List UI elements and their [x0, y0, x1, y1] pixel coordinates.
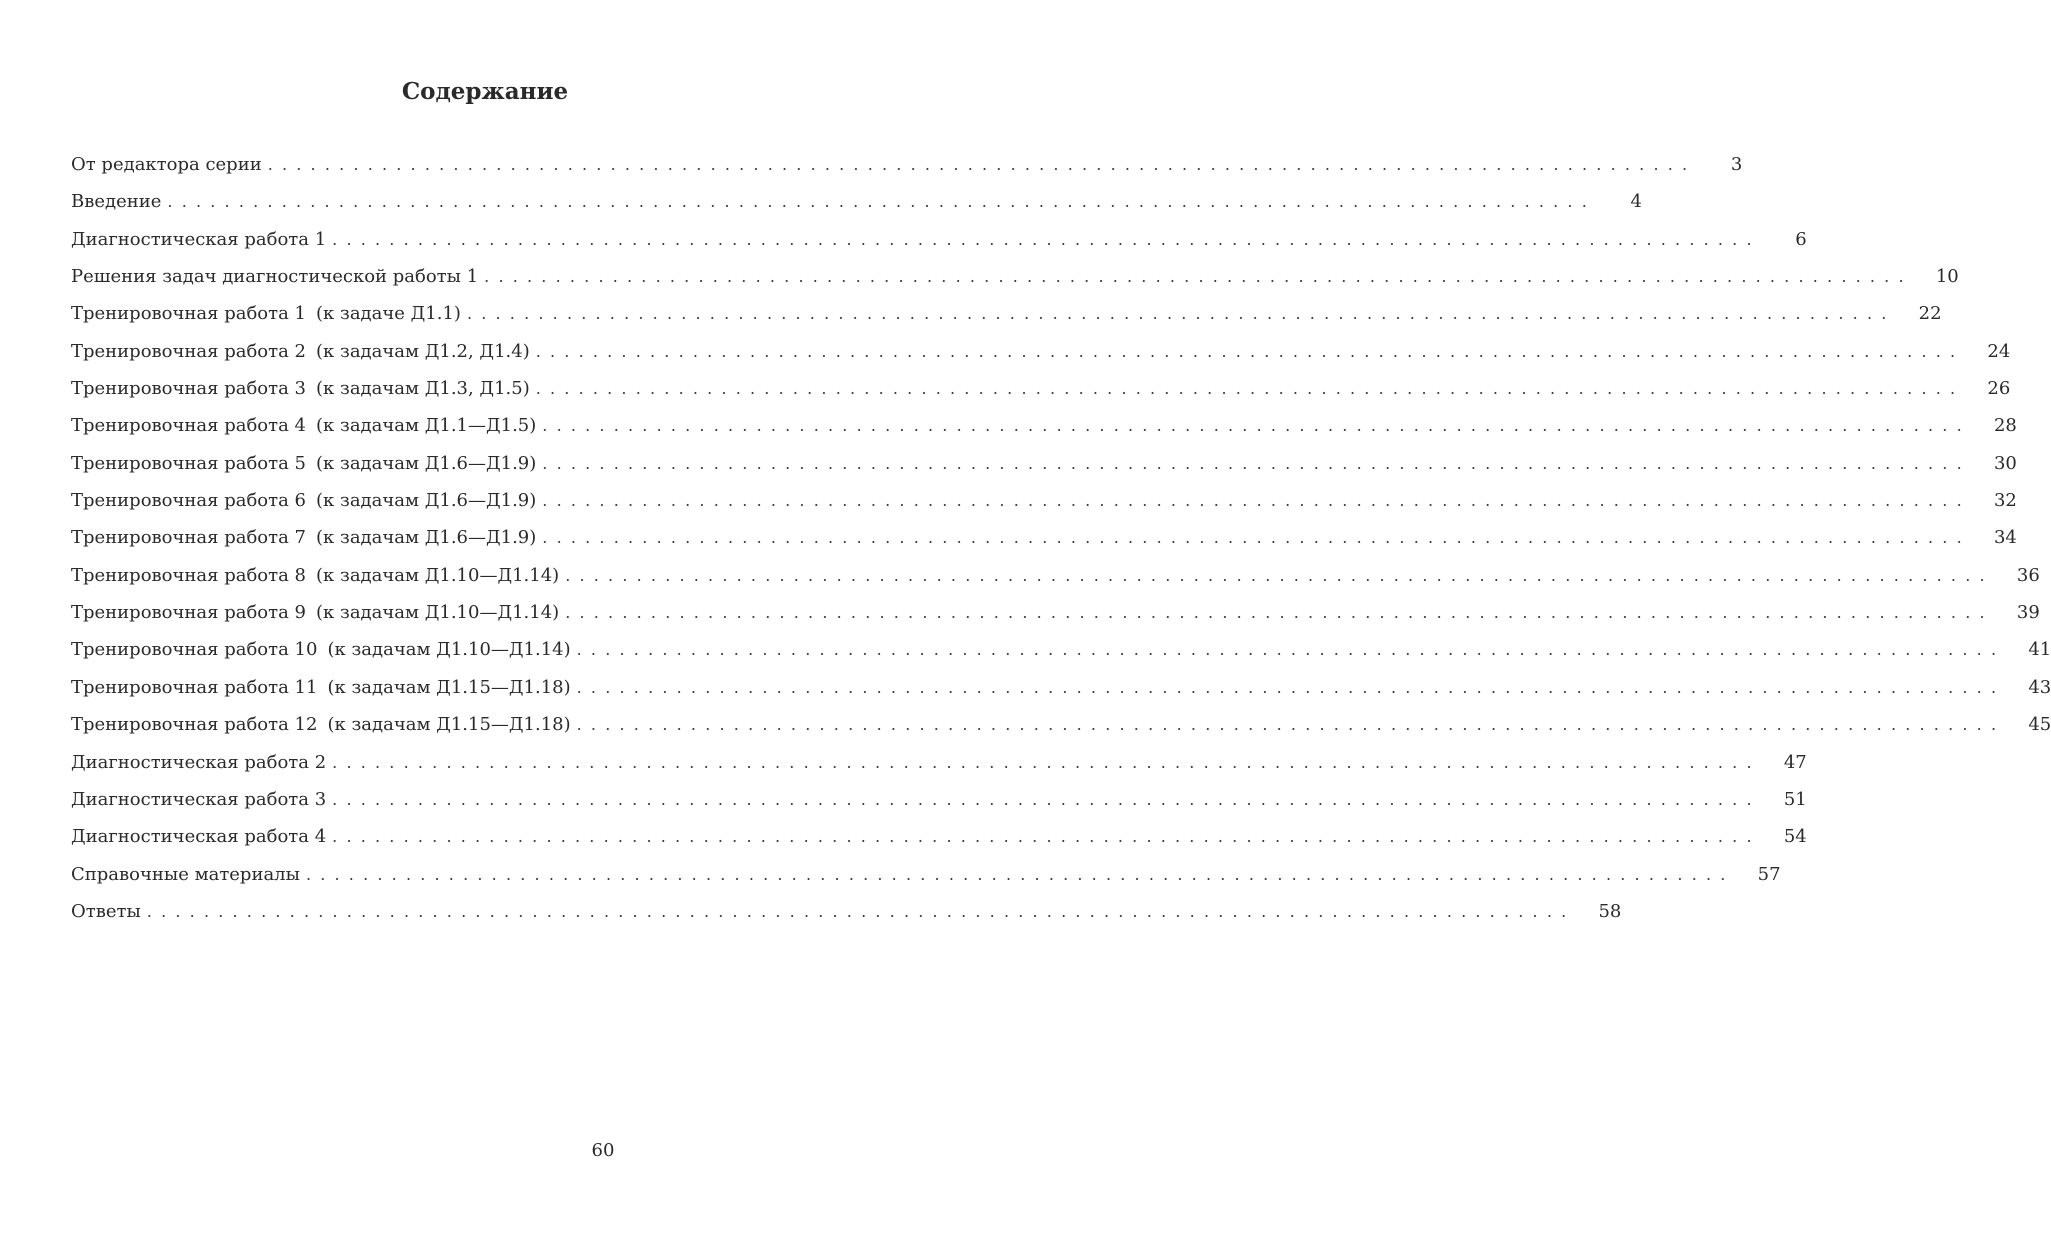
toc-entry[interactable] [71, 370, 2011, 407]
toc-entry-title: Тренировочная работа 7 (к задачам Д1.6—Д1.9) [71, 527, 537, 549]
toc-entry[interactable] [71, 146, 1743, 183]
toc-entry-page: 24 [1987, 340, 2011, 362]
toc-entry[interactable] [71, 258, 1959, 295]
dot-leader: .................................................................................................... [565, 565, 1994, 585]
toc-entry-subtitle: (к задачам Д1.3, Д1.5) [316, 378, 530, 400]
toc-entry-page: 26 [1987, 378, 2011, 400]
toc-entry-page: 47 [1783, 751, 1807, 773]
toc-entry-title: Решения задач диагностической работы 1 [71, 266, 479, 288]
toc-entry[interactable] [71, 482, 2017, 519]
toc-entry[interactable] [71, 183, 1642, 220]
toc-entry-page: 39 [2016, 602, 2040, 624]
toc-entry-page: 22 [1918, 303, 1942, 325]
toc-entry-subtitle: (к задачам Д1.10—Д1.14) [327, 639, 571, 661]
table-of-contents [71, 146, 2051, 930]
toc-entry[interactable] [71, 669, 2051, 706]
dot-leader: .................................................................................................... [332, 789, 1761, 809]
toc-entry[interactable] [71, 594, 2040, 631]
dot-leader: .................................................................................................... [332, 827, 1761, 847]
toc-entry-page: 28 [1993, 415, 2017, 437]
toc-entry-page: 51 [1783, 788, 1807, 810]
dot-leader: .................................................................................................... [267, 155, 1697, 174]
dot-leader: .................................................................................................... [565, 603, 1994, 623]
toc-entry-subtitle: (к задаче Д1.1) [316, 303, 461, 325]
toc-entry-title: Тренировочная работа 6 (к задачам Д1.6—Д1.9) [71, 490, 537, 512]
toc-entry-title: Тренировочная работа 2 (к задачам Д1.2, Д1.4) [71, 340, 530, 362]
toc-entry-title: Диагностическая работа 4 [71, 826, 327, 848]
toc-entry-page: 6 [1795, 228, 1807, 250]
dot-leader: .................................................................................................... [576, 677, 2006, 697]
toc-entry[interactable] [71, 818, 1807, 855]
toc-entry-page: 4 [1630, 191, 1642, 213]
toc-entry-title: Тренировочная работа 8 (к задачам Д1.10—Д1.14) [71, 564, 560, 586]
toc-entry[interactable] [71, 407, 2017, 444]
toc-entry-title: Диагностическая работа 1 [71, 228, 327, 250]
dot-leader: .................................................................................................... [466, 304, 1896, 324]
dot-leader: .................................................................................................... [332, 229, 1761, 249]
toc-entry-page: 57 [1757, 863, 1781, 885]
toc-entry-title: Ответы [71, 900, 141, 922]
toc-entry-page: 41 [2028, 639, 2051, 661]
dot-leader: .................................................................................................... [542, 491, 1971, 511]
toc-entry[interactable] [71, 781, 1807, 818]
dot-leader: .................................................................................................... [535, 341, 1965, 361]
toc-entry-page: 32 [1993, 490, 2017, 512]
toc-entry-subtitle: (к задачам Д1.15—Д1.18) [327, 714, 571, 736]
toc-entry[interactable] [71, 445, 2017, 482]
toc-entry-page: 36 [2016, 564, 2040, 586]
toc-entry-title: Диагностическая работа 3 [71, 788, 327, 810]
toc-entry-subtitle: (к задачам Д1.6—Д1.9) [316, 452, 537, 474]
toc-entry[interactable] [71, 893, 1622, 930]
toc-entry-title: Тренировочная работа 1 (к задаче Д1.1) [71, 303, 461, 325]
toc-entry-page: 10 [1935, 266, 1959, 288]
toc-entry-subtitle: (к задачам Д1.6—Д1.9) [316, 527, 537, 549]
toc-entry-subtitle: (к задачам Д1.15—Д1.18) [327, 676, 571, 698]
toc-entry-page: 58 [1598, 900, 1622, 922]
toc-entry-title: Введение [71, 191, 162, 213]
dot-leader: .................................................................................................... [576, 640, 2006, 660]
toc-entry-title: Тренировочная работа 5 (к задачам Д1.6—Д1.9) [71, 452, 537, 474]
dot-leader: .................................................................................................... [542, 528, 1971, 548]
dot-leader: .................................................................................................... [167, 192, 1596, 212]
toc-entry-title: Тренировочная работа 10 (к задачам Д1.10—Д1.14) [71, 639, 571, 661]
dot-leader: .................................................................................................... [542, 453, 1971, 473]
toc-entry-subtitle: (к задачам Д1.10—Д1.14) [316, 602, 560, 624]
dot-leader: .................................................................................................... [332, 752, 1761, 772]
toc-entry[interactable] [71, 631, 2051, 668]
toc-entry[interactable] [71, 557, 2040, 594]
toc-entry[interactable] [71, 744, 1807, 781]
page-number: 60 [591, 1140, 615, 1161]
page-title: Содержание [401, 78, 569, 105]
toc-entry[interactable] [71, 221, 1807, 258]
toc-entry-page: 54 [1783, 826, 1807, 848]
dot-leader: .................................................................................................... [576, 715, 2006, 735]
toc-entry-page: 30 [1993, 452, 2017, 474]
toc-entry-title: Справочные материалы [71, 863, 300, 885]
toc-entry[interactable] [71, 333, 2011, 370]
toc-entry-title: Тренировочная работа 4 (к задачам Д1.1—Д1.5) [71, 415, 537, 437]
toc-entry-title: Тренировочная работа 11 (к задачам Д1.15—Д1.18) [71, 676, 571, 698]
toc-entry-title: От редактора серии [71, 154, 262, 175]
toc-entry-title: Тренировочная работа 3 (к задачам Д1.3, Д1.5) [71, 378, 530, 400]
toc-entry-subtitle: (к задачам Д1.2, Д1.4) [316, 340, 530, 362]
toc-entry-title: Диагностическая работа 2 [71, 751, 327, 773]
dot-leader: .................................................................................................... [146, 901, 1576, 921]
dot-leader: .................................................................................................... [535, 379, 1965, 399]
dot-leader: .................................................................................................... [542, 416, 1971, 436]
dot-leader: .................................................................................................... [484, 267, 1913, 287]
toc-entry-page: 3 [1730, 154, 1743, 175]
toc-entry[interactable] [71, 856, 1781, 893]
toc-entry-page: 45 [2028, 714, 2051, 736]
toc-entry[interactable] [71, 519, 2017, 556]
toc-entry[interactable] [71, 706, 2051, 743]
toc-entry-subtitle: (к задачам Д1.6—Д1.9) [316, 490, 537, 512]
toc-entry[interactable] [71, 295, 1942, 332]
toc-entry-title: Тренировочная работа 9 (к задачам Д1.10—Д1.14) [71, 602, 560, 624]
toc-entry-title: Тренировочная работа 12 (к задачам Д1.15—Д1.18) [71, 714, 571, 736]
toc-entry-page: 43 [2028, 676, 2051, 698]
toc-entry-subtitle: (к задачам Д1.1—Д1.5) [316, 415, 537, 437]
dot-leader: .................................................................................................... [305, 864, 1735, 884]
toc-entry-page: 34 [1993, 527, 2017, 549]
toc-entry-subtitle: (к задачам Д1.10—Д1.14) [316, 564, 560, 586]
